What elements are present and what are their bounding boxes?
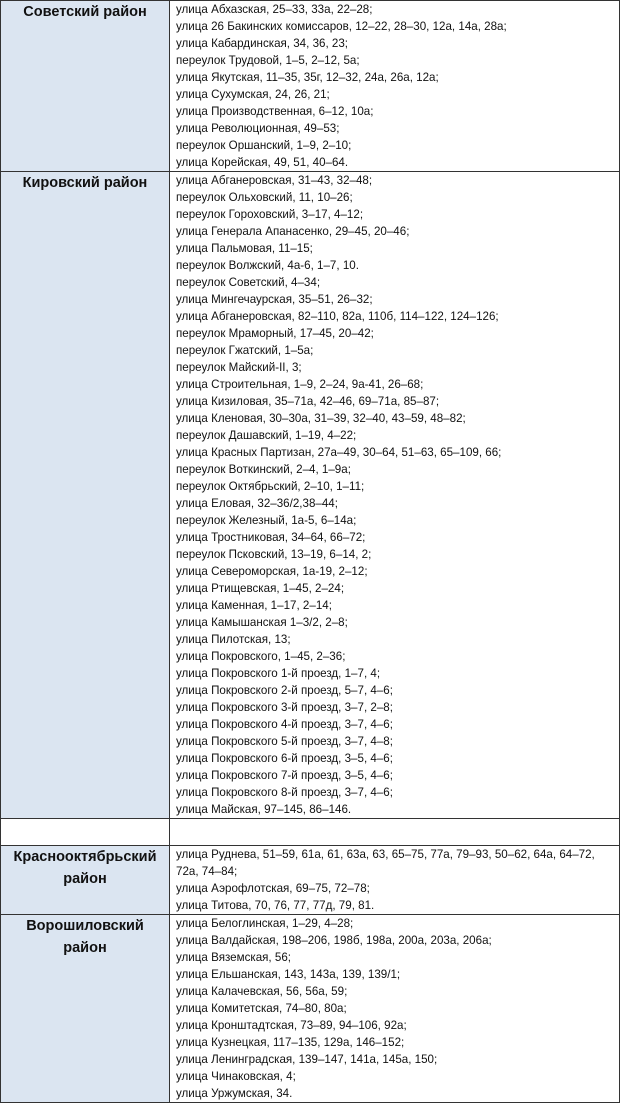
street-entry: улица Кабардинская, 34, 36, 23; (176, 37, 349, 50)
street-entry: переулок Трудовой, 1–5, 2–12, 5а; (176, 54, 360, 67)
street-entry: улица Комитетская, 74–80, 80а; (176, 1002, 347, 1015)
street-entry: переулок Советский, 4–34; (176, 276, 321, 289)
street-entry: переулок Железный, 1а-5, 6–14а; (176, 514, 357, 527)
street-entry: переулок Гжатский, 1–5а; (176, 344, 314, 357)
street-entry: улица Титова, 70, 76, 77, 77д, 79, 81. (176, 899, 375, 912)
street-entry: улица Генерала Апанасенко, 29–45, 20–46; (176, 225, 410, 238)
street-entry: улица Камышанская 1–3/2, 2–8; (176, 616, 348, 629)
district-row (1, 846, 620, 915)
district-name: Советский район (23, 4, 147, 20)
street-entry: переулок Ольховский, 11, 10–26; (176, 191, 353, 204)
district-name-cell (1, 172, 170, 819)
street-entry: улица Кузнецкая, 117–135, 129а, 146–152; (176, 1036, 405, 1049)
street-entry: улица Еловая, 32–36/2,38–44; (176, 497, 338, 510)
district-name: Кировский район (22, 175, 148, 191)
street-entry: улица Мингечаурская, 35–51, 26–32; (176, 293, 373, 306)
street-entry: улица Корейская, 49, 51, 40–64. (176, 156, 349, 169)
street-entry: улица Кизиловая, 35–71а, 42–46, 69–71а, 85–87; (176, 395, 440, 408)
streets-cell (170, 1, 620, 172)
street-entry: улица Красных Партизан, 27а–49, 30–64, 51–63, 65–109, 66; (176, 446, 502, 459)
street-entry: улица Вяземская, 56; (176, 951, 291, 964)
street-entry: переулок Мраморный, 17–45, 20–42; (176, 327, 374, 340)
district-row (1, 172, 620, 819)
street-entry: улица Покровского 4-й проезд, 3–7, 4–6; (176, 718, 393, 731)
street-entry: улица Покровского 3-й проезд, 3–7, 2–8; (176, 701, 393, 714)
street-entry: улица Белоглинская, 1–29, 4–28; (176, 917, 354, 930)
row-spacer (1, 819, 620, 846)
street-entry: улица Сухумская, 24, 26, 21; (176, 88, 330, 101)
street-entry: улица Ртищевская, 1–45, 2–24; (176, 582, 345, 595)
street-entry: улица Калачевская, 56, 56а, 59; (176, 985, 348, 998)
street-entry: улица Аэрофлотская, 69–75, 72–78; (176, 882, 370, 895)
street-entry: улица Покровского 1-й проезд, 1–7, 4; (176, 667, 381, 680)
street-entry: переулок Гороховский, 3–17, 4–12; (176, 208, 364, 221)
street-entry: улица Чинаковская, 4; (176, 1070, 296, 1083)
streets-cell (170, 915, 620, 1103)
spacer-cell (1, 819, 170, 846)
street-entry: улица Ленинградская, 139–147, 141а, 145а, 150; (176, 1053, 438, 1066)
district-name-cell (1, 846, 170, 915)
street-entry: улица Покровского, 1–45, 2–36; (176, 650, 346, 663)
street-entry: переулок Воткинский, 2–4, 1–9а; (176, 463, 351, 476)
street-entry: улица Кленовая, 30–30а, 31–39, 32–40, 43–59, 48–82; (176, 412, 466, 425)
street-entry: переулок Дашавский, 1–19, 4–22; (176, 429, 357, 442)
street-entry: переулок Оршанский, 1–9, 2–10; (176, 139, 352, 152)
street-entry: улица Покровского 5-й проезд, 3–7, 4–8; (176, 735, 393, 748)
district-name: Краснооктябрьский район (13, 849, 157, 887)
street-entry: улица Покровского 2-й проезд, 5–7, 4–6; (176, 684, 393, 697)
street-entry: переулок Псковский, 13–19, 6–14, 2; (176, 548, 372, 561)
district-row (1, 915, 620, 1103)
street-entry: улица Североморская, 1а-19, 2–12; (176, 565, 368, 578)
street-entry: переулок Майский-II, 3; (176, 361, 302, 374)
district-name-cell (1, 915, 170, 1103)
street-entry: улица Покровского 6-й проезд, 3–5, 4–6; (176, 752, 393, 765)
street-entry: улица Пальмовая, 11–15; (176, 242, 313, 255)
street-entry: улица Якутская, 11–35, 35г, 12–32, 24а, 26а, 12а; (176, 71, 439, 84)
street-entry: улица Валдайская, 198–206, 198б, 198а, 200а, 203а, 206а; (176, 934, 492, 947)
street-entry: переулок Волжский, 4а-6, 1–7, 10. (176, 259, 359, 272)
street-entry: улица Уржумская, 34. (176, 1087, 293, 1100)
streets-cell (170, 846, 620, 915)
street-entry: улица Революционная, 49–53; (176, 122, 340, 135)
street-entry: улица Руднева, 51–59, 61а, 61, 63а, 63, 65–75, 77а, 79–93, 50–62, 64а, 64–72, 72а, 74–84; (176, 848, 595, 878)
street-entry: улица Покровского 8-й проезд, 3–7, 4–6; (176, 786, 393, 799)
street-entry: улица Абганеровская, 82–110, 82а, 110б, 114–122, 124–126; (176, 310, 499, 323)
street-entry: улица Ельшанская, 143, 143а, 139, 139/1; (176, 968, 401, 981)
district-name: Ворошиловский район (26, 918, 144, 956)
street-entry: улица Строительная, 1–9, 2–24, 9а-41, 26–68; (176, 378, 424, 391)
district-name-cell (1, 1, 170, 172)
street-entry: улица Абхазская, 25–33, 33а, 22–28; (176, 3, 373, 16)
street-entry: улица Каменная, 1–17, 2–14; (176, 599, 332, 612)
street-entry: улица Майская, 97–145, 86–146. (176, 803, 352, 816)
street-entry: улица Кронштадтская, 73–89, 94–106, 92а; (176, 1019, 407, 1032)
street-entry: улица 26 Бакинских комиссаров, 12–22, 28–30, 12а, 14а, 28а; (176, 20, 507, 33)
spacer-cell (170, 819, 620, 846)
street-entry: улица Производственная, 6–12, 10а; (176, 105, 374, 118)
street-entry: улица Пилотская, 13; (176, 633, 291, 646)
street-entry: улица Покровского 7-й проезд, 3–5, 4–6; (176, 769, 393, 782)
street-entry: улица Тростниковая, 34–64, 66–72; (176, 531, 366, 544)
streets-cell (170, 172, 620, 819)
street-entry: переулок Октябрьский, 2–10, 1–11; (176, 480, 365, 493)
street-entry: улица Абганеровская, 31–43, 32–48; (176, 174, 373, 187)
district-row (1, 1, 620, 172)
